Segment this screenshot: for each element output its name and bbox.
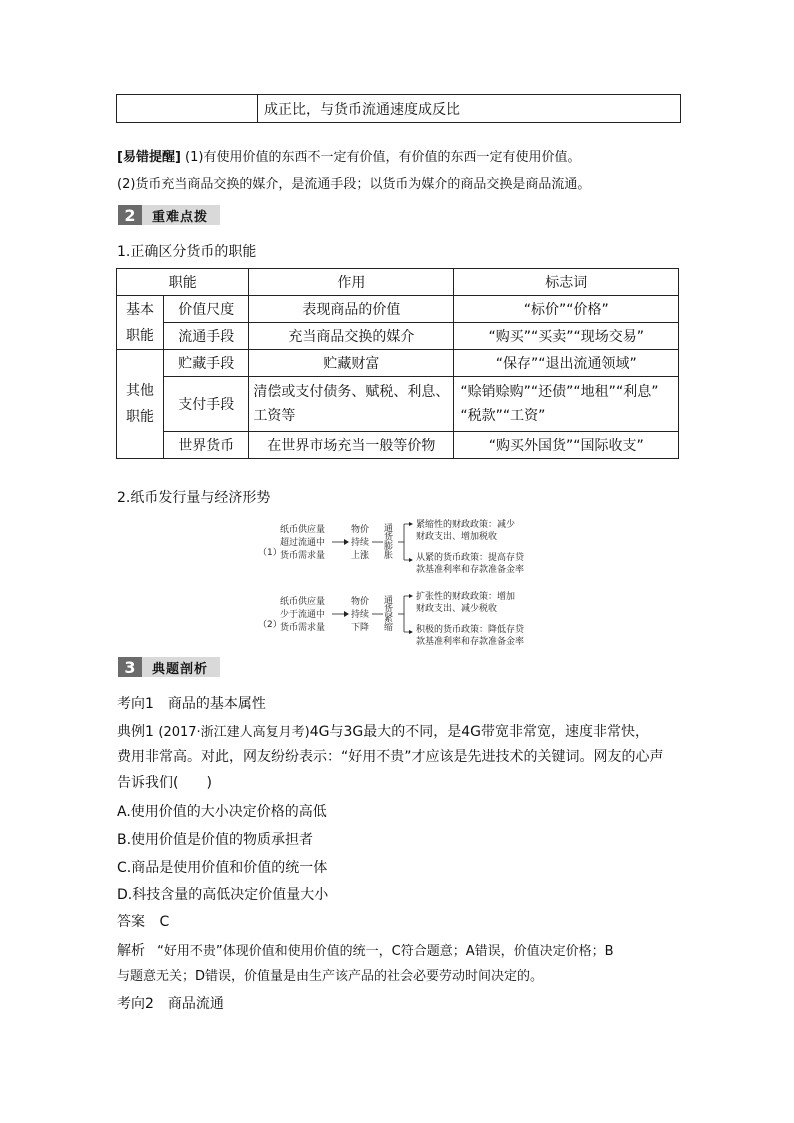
function-keywords: “保存”“退出流通领域”: [454, 350, 679, 377]
function-role: 清偿或支付债务、赋税、利息、 工资等: [249, 377, 454, 432]
function-keywords: “购买”“买卖”“现场交易”: [454, 323, 679, 350]
section-number: 2: [118, 205, 142, 225]
table-row: [117, 377, 679, 432]
kaoxiang-1: 考向1 商品的基本属性: [117, 696, 266, 712]
diagram-case-1: [258, 518, 525, 575]
example-line-1: [117, 722, 649, 743]
answer-line: [117, 912, 169, 932]
section-title: 重难点拨: [142, 205, 220, 225]
bracket: [404, 596, 410, 632]
case-left-text: 纸币供应量: [280, 525, 326, 535]
arrow-head: [344, 539, 349, 545]
example-line-2: 费用非常高。对此，网友纷纷表示：“好用不贵”才应该是先进技术的关键词。网友的心声: [117, 749, 664, 765]
analysis-line-2: 与题意无关；D错误，价值量是由生产该产品的社会必要劳动时间决定的。: [117, 969, 544, 984]
case-left-text: 超过流通中: [280, 538, 326, 548]
table-row: [117, 323, 679, 350]
function-role: 贮藏财富: [249, 350, 454, 377]
case-mid-text: 上涨: [351, 551, 370, 561]
header-function: 职能: [117, 269, 249, 296]
function-role: 在世界市场充当一般等价物: [249, 432, 454, 459]
case-result-text: 款基准利率和存款准备金率: [416, 565, 525, 575]
analysis-text-1: “好用不贵”体现价值和使用价值的统一，C符合题意；A错误，价值决定价格；B: [157, 944, 614, 959]
case-mid-text: 持续: [351, 610, 370, 620]
case-result-text: 财政支出、增加税收: [416, 532, 498, 542]
case-mid-text: 持续: [351, 538, 370, 548]
answer-label: 答案: [117, 914, 145, 930]
example-text-1: 4G与3G最大的不同，是4G带宽非常宽，速度非常快，: [309, 724, 650, 740]
group-basic: 基本 职能: [117, 296, 164, 350]
tip-line-2: (2)货币充当商品交换的媒介，是流通手段；以货币为媒介的商品交换是商品流通。: [117, 177, 591, 192]
option-d: D.科技含量的高低决定价值量大小: [117, 887, 329, 903]
section-title: 典题剖析: [142, 657, 220, 677]
bracket: [404, 524, 410, 560]
table-row: [117, 350, 679, 377]
option-a: A.使用价值的大小决定价格的高低: [117, 804, 327, 820]
case-number: （2）: [258, 620, 282, 630]
example-source: (2017·浙江建人高复月考): [158, 725, 310, 740]
diagram-case-2: [258, 590, 525, 647]
case-mid-text: 物价: [351, 597, 370, 607]
table-header-row: [117, 269, 679, 296]
case-result-text: 积极的货币政策：降低存贷: [416, 625, 525, 635]
top-table-fragment: [116, 94, 681, 123]
case-result-text: 紧缩性的财政政策：减少: [416, 520, 516, 530]
tip-label: [易错提醒]: [117, 150, 181, 165]
option-c: C.商品是使用价值和价值的统一体: [117, 860, 328, 876]
case-left-text: 少于流通中: [280, 610, 326, 620]
option-b: B.使用价值是价值的物质承担者: [117, 832, 314, 848]
function-name: 支付手段: [164, 377, 249, 432]
answer-value: C: [159, 914, 170, 930]
function-keywords: “购买外国货”“国际收支”: [454, 432, 679, 459]
case-left-text: 纸币供应量: [280, 597, 326, 607]
section-number: 3: [118, 657, 142, 677]
case-left-text: 货币需求量: [280, 623, 326, 633]
function-keywords: “标价”“价格”: [454, 296, 679, 323]
example-label: 典例1: [117, 724, 154, 740]
case-mid-text: 下降: [351, 623, 370, 633]
function-name: 贮藏手段: [164, 350, 249, 377]
case-result-text: 财政支出、减少税收: [416, 604, 498, 614]
case-vertical-label: 通货膨胀: [382, 523, 392, 559]
case-result-text: 扩张性的财政政策：增加: [416, 592, 516, 602]
example-line-3: 告诉我们( ): [117, 775, 212, 791]
money-functions-table: [116, 268, 679, 459]
group-other: 其他 职能: [117, 350, 164, 459]
header-keywords: 标志词: [454, 269, 679, 296]
table-row: [117, 296, 679, 323]
section-header-3: [118, 657, 220, 677]
table-row: [117, 432, 679, 459]
section-header-2: [118, 205, 220, 225]
top-table-right-cell: 成正比，与货币流通速度成反比: [258, 95, 681, 123]
tip-text-1: (1)有使用价值的东西不一定有价值，有价值的东西一定有使用价值。: [185, 150, 581, 165]
currency-issuance-diagram: [256, 518, 546, 648]
function-name: 世界货币: [164, 432, 249, 459]
function-keywords: “赊销赊购”“还债”“地租”“利息” “税款”“工资”: [454, 377, 679, 432]
case-mid-text: 物价: [351, 525, 370, 535]
case-result-text: 从紧的货币政策：提高存贷: [416, 553, 525, 563]
top-table-left-cell: [117, 95, 258, 123]
function-role: 充当商品交换的媒介: [249, 323, 454, 350]
function-name: 流通手段: [164, 323, 249, 350]
analysis-label: 解析: [117, 943, 145, 959]
case-left-text: 货币需求量: [280, 551, 326, 561]
case-vertical-label: 通货紧缩: [382, 595, 392, 631]
arrow-head: [344, 611, 349, 617]
case-result-text: 款基准利率和存款准备金率: [416, 637, 525, 647]
kaoxiang-2: 考向2 商品流通: [117, 996, 224, 1012]
tip-line-1: [117, 148, 580, 168]
function-name: 价值尺度: [164, 296, 249, 323]
subheading-1: 1.正确区分货币的职能: [117, 244, 257, 260]
subheading-2: 2.纸币发行量与经济形势: [117, 490, 271, 506]
case-number: （1）: [258, 548, 282, 558]
analysis-line-1: [117, 941, 614, 962]
function-role: 表现商品的价值: [249, 296, 454, 323]
header-role: 作用: [249, 269, 454, 296]
